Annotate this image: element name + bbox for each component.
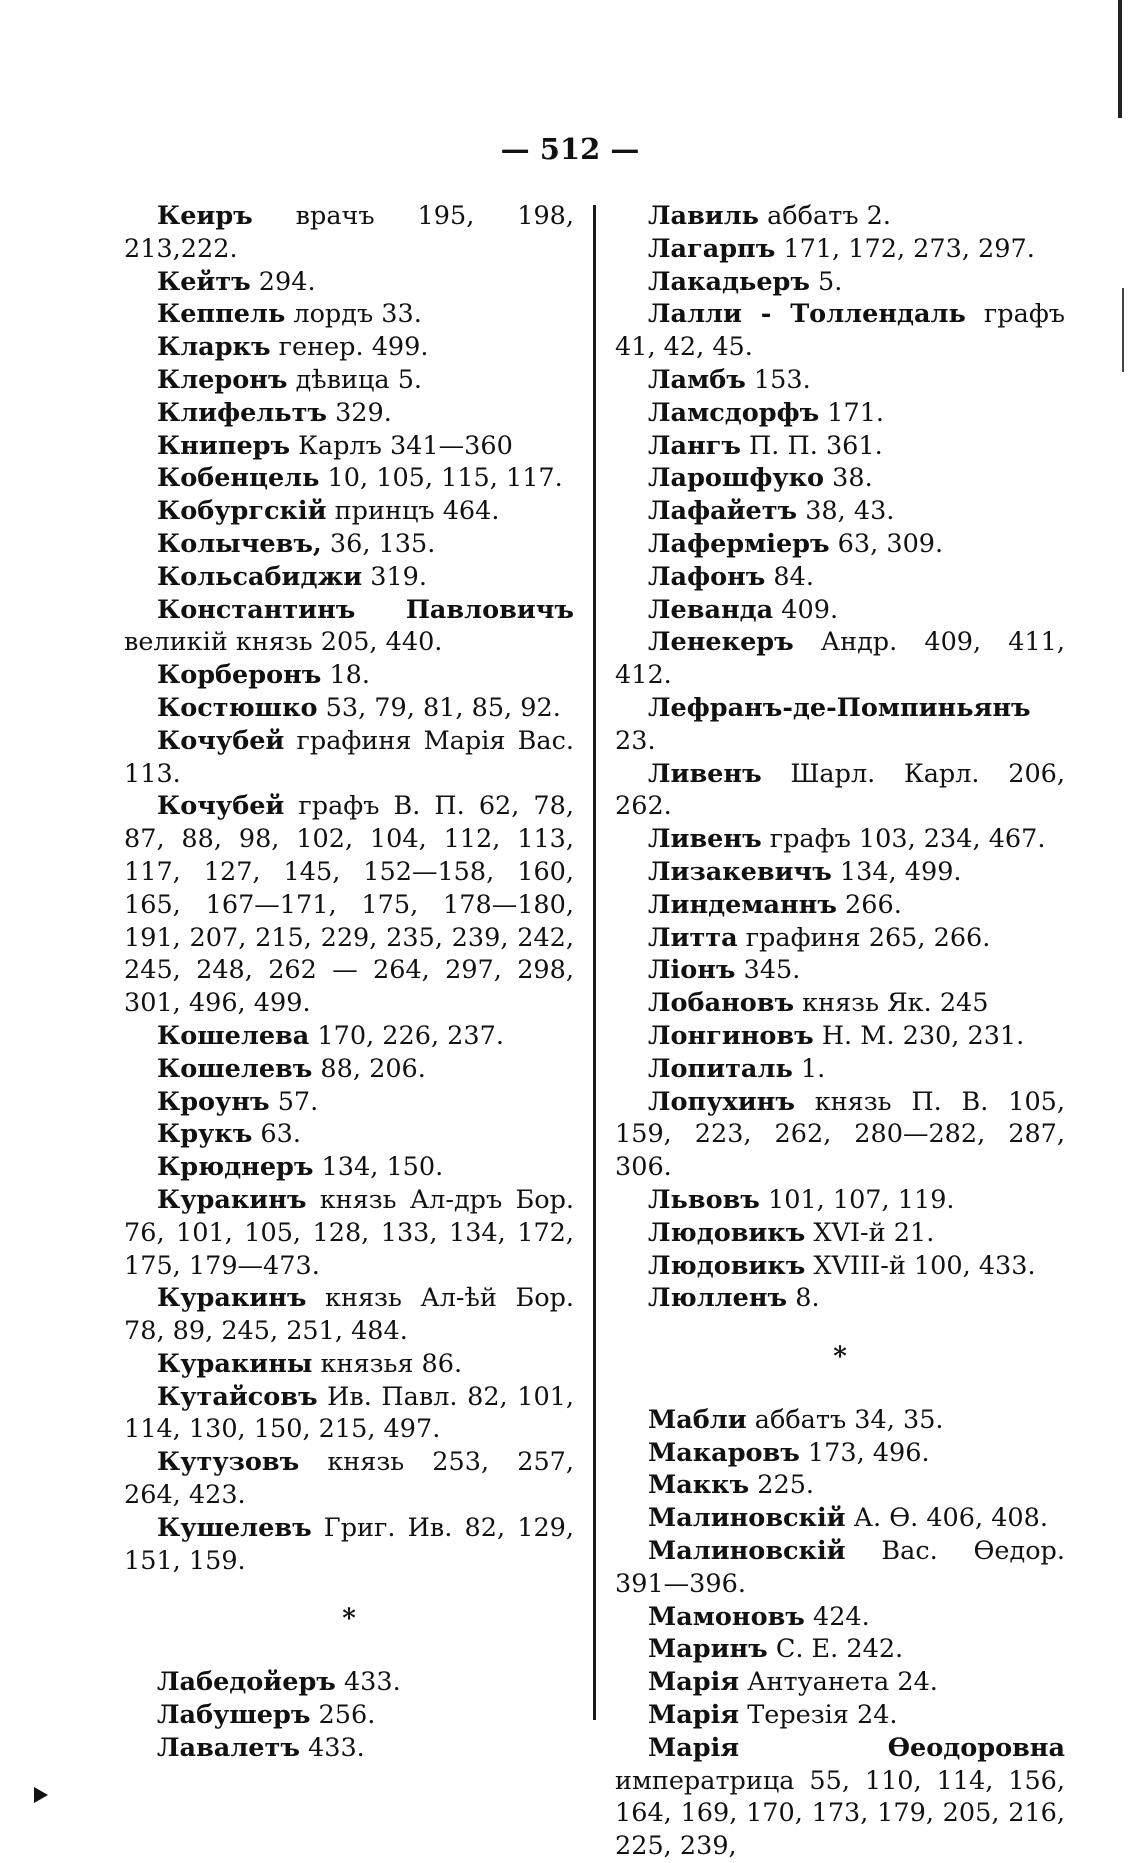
index-entry: Кольсабиджи 319. [157, 561, 428, 592]
section-separator-asterisk: * [833, 1342, 847, 1373]
index-entry: Львовъ 101, 107, 119. [648, 1184, 955, 1215]
index-column-left [124, 200, 574, 1765]
index-entry: Лопиталь 1. [648, 1053, 826, 1084]
index-entry: Крукъ 63. [157, 1119, 301, 1150]
index-entry: Людовикъ XVIII-й 100, 433. [648, 1250, 1036, 1281]
index-entry: Костюшко 53, 79, 81, 85, 92. [157, 692, 561, 723]
index-entry: Людовикъ XVI-й 21. [648, 1217, 935, 1248]
page-number: — 512 — [500, 132, 640, 166]
index-entry: Ламбъ 153. [648, 364, 811, 395]
index-entry: Кеппель лордъ 33. [157, 299, 422, 330]
index-entry: Клифельтъ 329. [157, 397, 392, 428]
index-entry: Ларошфуко 38. [648, 463, 873, 494]
column-divider [593, 205, 596, 1720]
index-entry: Лангъ П. П. 361. [648, 430, 883, 461]
index-entry: Колычевъ, 36, 135. [157, 528, 436, 559]
index-entry: Лакадьеръ 5. [648, 266, 843, 297]
index-entry: Кошелева 170, 226, 237. [157, 1020, 504, 1051]
index-entry: Лефранъ-де-Помпиньянъ 23. [615, 692, 1031, 756]
index-entry: Леванда 409. [648, 594, 839, 625]
index-entry: Лавиль аббатъ 2. [648, 201, 891, 231]
index-entry: Мамоновъ 424. [648, 1601, 870, 1632]
index-entry: Малиновскій А. Ѳ. 406, 408. [648, 1503, 1048, 1534]
index-entry: Кошелевъ 88, 206. [157, 1053, 426, 1084]
index-entry: Лалли - Толлендаль графъ 41, 42, 45. [615, 299, 1065, 363]
index-entry: Маринъ С. Е. 242. [648, 1634, 904, 1665]
index-entry: Кобургскій принцъ 464. [157, 496, 500, 527]
index-entry: Куракинъ князь Ал-ѣй Бор. 78, 89, 245, 251, 484. [124, 1283, 574, 1347]
index-entry: Лопухинъ князь П. В. 105, 159, 223, 262, 280—282, 287, 306. [615, 1086, 1065, 1183]
index-entry: Лафонъ 84. [648, 561, 814, 592]
page-edge-mark-lower [1122, 288, 1124, 372]
index-entry: Ламсдорфъ 171. [648, 397, 885, 428]
index-entry: Лаферміеръ 63, 309. [648, 528, 944, 559]
index-entry: Люлленъ 8. [648, 1283, 820, 1314]
index-entry: Лагарпъ 171, 172, 273, 297. [648, 233, 1035, 264]
index-entry: Кутайсовъ Ив. Павл. 82, 101, 114, 130, 150, 215, 497. [124, 1381, 574, 1445]
index-entry: Лонгиновъ Н. М. 230, 231. [648, 1020, 1025, 1051]
index-entry: Куракины князья 86. [157, 1348, 463, 1379]
index-entry: Кроунъ 57. [157, 1086, 319, 1117]
index-entry: Лафайетъ 38, 43. [648, 496, 895, 527]
index-entry: Лавалетъ 433. [157, 1732, 365, 1763]
page-edge-mark [1118, 0, 1122, 118]
index-entry: Кочубей графиня Марія Вас. 113. [124, 725, 574, 789]
index-entry: Кутузовъ князь 253, 257, 264, 423. [124, 1447, 574, 1511]
index-entry: Лобановъ князь Як. 245 [648, 988, 989, 1019]
index-entry: Книперъ Карлъ 341—360 [157, 430, 513, 461]
index-entry: Кеиръ врачъ 195, 198, 213,222. [124, 201, 574, 264]
pointer-triangle-icon [34, 1787, 48, 1803]
index-column-right [615, 200, 1065, 1863]
index-entry: Мабли аббатъ 34, 35. [648, 1404, 944, 1435]
index-entry: Марія Терезія 24. [648, 1700, 898, 1731]
index-entry: Клеронъ дѣвица 5. [157, 364, 423, 395]
section-separator-asterisk: * [342, 1604, 356, 1635]
index-entry: Кушелевъ Григ. Ив. 82, 129, 151, 159. [124, 1512, 574, 1576]
index-entry: Литта графиня 265, 266. [648, 922, 991, 953]
index-entry: Кобенцель 10, 105, 115, 117. [157, 463, 563, 494]
index-entry: Куракинъ князь Ал-дръ Бор. 76, 101, 105, 128, 133, 134, 172, 175, 179—473. [124, 1184, 574, 1281]
index-entry: Константинъ Павловичъ великій князь 205, 440. [124, 594, 574, 658]
index-entry: Малиновскій Вас. Ѳедор. 391—396. [615, 1536, 1065, 1599]
index-entry: Макаровъ 173, 496. [648, 1437, 930, 1468]
index-entry: Марія Антуанета 24. [648, 1667, 938, 1698]
index-entry: Крюднеръ 134, 150. [157, 1152, 444, 1183]
index-entry: Кочубей графъ В. П. 62, 78, 87, 88, 98, 102, 104, 112, 113, 117, 127, 145, 152—158, 160, 165, 167—171, 175, 178—180, 191, 207, 215, 229, 235, 239, 242, 245, 248, 262 — 264, 297, 298, 301, 496, 499. [124, 791, 574, 1019]
index-entry: Кейтъ 294. [157, 266, 316, 297]
index-entry: Ливенъ графъ 103, 234, 467. [648, 824, 1046, 855]
index-entry: Корберонъ 18. [157, 660, 371, 691]
index-entry: Линдеманнъ 266. [648, 889, 902, 920]
index-entry: Лизакевичъ 134, 499. [648, 856, 962, 887]
index-entry: Маккъ 225. [648, 1470, 815, 1501]
index-entry: Ливенъ Шарл. Карл. 206, 262. [615, 758, 1065, 822]
index-entry: Ленекеръ Андр. 409, 411, 412. [615, 627, 1065, 691]
index-entry: Лабушеръ 256. [157, 1700, 376, 1731]
index-entry: Лабедойеръ 433. [157, 1667, 401, 1698]
index-entry: Кларкъ генер. 499. [157, 332, 429, 363]
index-entry: Марія Ѳеодоровна императрица 55, 110, 114, 156, 164, 169, 170, 173, 179, 205, 216, 225, 239, [615, 1732, 1065, 1862]
index-entry: Ліонъ 345. [648, 955, 801, 986]
